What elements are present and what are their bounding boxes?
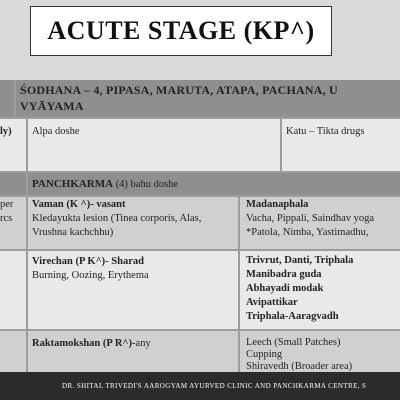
madanaphala-cell — [240, 197, 400, 249]
panchkarma-label: PANCHKARMA — [32, 178, 114, 190]
rakta-method-1: Leech (Small Patches) — [246, 337, 341, 348]
shodhana-line1: ŚODHANA – 4, PIPASA, MARUTA, ATAPA, PACHANA, U — [20, 83, 338, 97]
virechan-body: Burning, Oozing, Erythema — [32, 270, 149, 281]
raktamokshan-title: Raktamokshan (P R^)- — [32, 338, 136, 349]
vaman-title: Vaman (K ^)- vasant — [32, 199, 126, 210]
row3-left-cell — [0, 173, 26, 195]
vaman-body-line1: Kledayukta lesion (Tinea corporis, Alas, — [32, 213, 202, 224]
virechan-drug-4: Avipattikar — [246, 297, 298, 308]
katu-tikta-text: Katu – Tikta drugs — [286, 126, 365, 137]
treatment-table — [0, 80, 400, 372]
panchkarma-suffix: (4) bahu doshe — [113, 179, 179, 190]
row5-left-cell — [0, 251, 26, 329]
panchkarma-header-cell — [28, 173, 400, 195]
rakta-method-2: Cupping — [246, 349, 283, 360]
virechan-drugs-cell — [240, 251, 400, 329]
madanaphala-title: Madanaphala — [246, 199, 309, 210]
vaman-cell — [28, 197, 238, 249]
madanaphala-line1: Vacha, Pippali, Saindhav yoga — [246, 213, 375, 224]
shodhana-header-cell — [16, 80, 400, 117]
row4-left-line1: per — [0, 199, 14, 210]
title-box — [30, 6, 332, 56]
virechan-drug-5: Triphala-Aaragvadh — [246, 311, 339, 322]
row1-left-cell — [0, 80, 14, 117]
row6-left-cell — [0, 331, 26, 372]
footer-text: DR. SHITAL TRIVEDI'S AAROGYAM AYURVED CLINIC AND PANCHKARMA CENTRE, S — [62, 382, 367, 390]
virechan-title: Virechan (P K^)- Sharad — [32, 256, 144, 267]
row2-left-text: ly) — [0, 126, 12, 137]
row4-left-line3: rcs — [0, 213, 13, 224]
raktamokshan-cell — [28, 331, 238, 372]
alpa-doshe-cell — [28, 119, 280, 171]
shodhana-line2: VYĀYAMA — [20, 99, 84, 113]
row2-left-cell — [0, 119, 26, 171]
madanaphala-line2: *Patola, Nimba, Yastimadhu, — [246, 227, 369, 238]
virechan-drug-3: Abhayadi modak — [246, 283, 324, 294]
title-band — [0, 0, 400, 80]
raktamokshan-methods-cell — [240, 331, 400, 372]
rakta-method-3: Shiravedh (Broader area) — [246, 361, 353, 372]
slide-title: ACUTE STAGE (KP^) — [47, 16, 315, 45]
vaman-body-line2: Vrushna kachchhu) — [32, 227, 114, 238]
footer-credit — [0, 372, 400, 400]
virechan-cell — [28, 251, 238, 329]
virechan-drug-2: Manibadra guda — [246, 269, 322, 280]
row4-left-cell — [0, 197, 26, 249]
alpa-doshe-text: Alpa doshe — [32, 126, 80, 137]
raktamokshan-suffix: any — [135, 338, 151, 349]
katu-tikta-cell — [282, 119, 400, 171]
virechan-drug-1: Trivrut, Danti, Triphala — [246, 255, 354, 266]
